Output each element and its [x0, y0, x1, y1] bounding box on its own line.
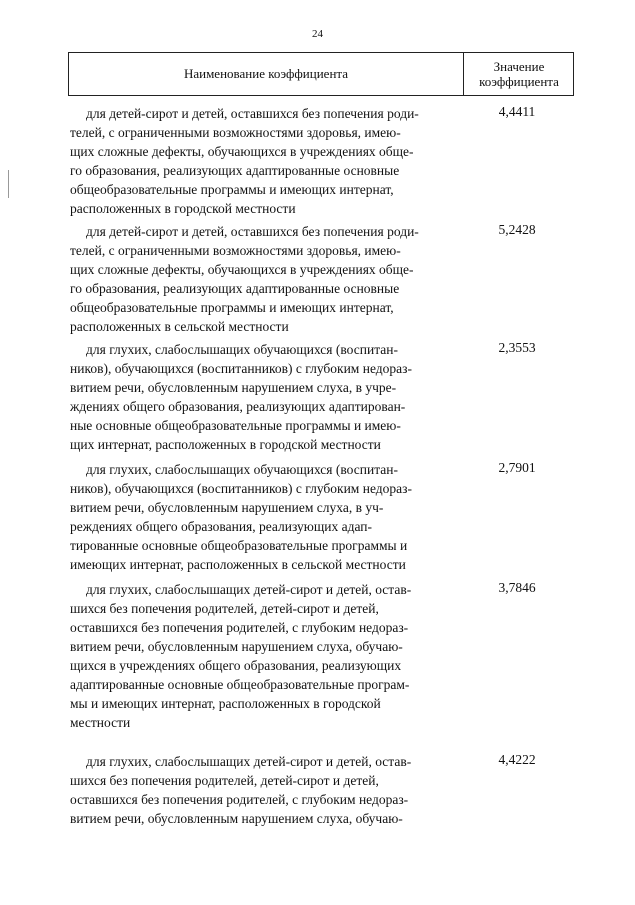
- entry-text-line: ников), обучающихся (воспитанников) с глубоким недораз-: [70, 481, 412, 496]
- entry-text-line: расположенных в городской местности: [70, 201, 296, 216]
- entry-text-line: щих интернат, расположенных в городской местности: [70, 437, 381, 452]
- entry-text-line: для глухих, слабослышащих обучающихся (воспитан-: [86, 342, 398, 357]
- entry-text-line: витием речи, обусловленным нарушением слуха, в уч-: [70, 500, 384, 515]
- entry-text-line: щих сложные дефекты, обучающихся в учреждениях обще-: [70, 144, 414, 159]
- table-header: [68, 52, 574, 96]
- coefficient-entry-text: [70, 222, 462, 336]
- entry-text-line: общеобразовательные программы и имеющих интернат,: [70, 182, 394, 197]
- entry-text-line: местности: [70, 715, 131, 730]
- coefficient-value: 4,4222: [498, 752, 536, 767]
- entry-text-line: для глухих, слабослышащих обучающихся (воспитан-: [86, 462, 398, 477]
- header-name-column: Наименование коэффициента: [183, 66, 349, 81]
- entry-text-line: щихся в учреждениях общего образования, реализующих: [70, 658, 402, 673]
- coefficient-value: 4,4411: [498, 104, 536, 119]
- header-value-column: [464, 53, 574, 95]
- entry-text-line: витием речи, обусловленным нарушением слуха, обучаю-: [70, 811, 403, 826]
- entry-text-line: го образования, реализующих адаптированные основные: [70, 281, 400, 296]
- page-number: 24: [312, 28, 323, 40]
- entry-text-line: шихся без попечения родителей, детей-сирот и детей,: [70, 773, 379, 788]
- coefficient-value: 5,2428: [498, 222, 536, 237]
- entry-text-line: общеобразовательные программы и имеющих интернат,: [70, 300, 394, 315]
- entry-text-line: для глухих, слабослышащих детей-сирот и детей, остав-: [86, 582, 412, 597]
- coefficient-entry-text: [70, 104, 462, 218]
- entry-text-line: витием речи, обусловленным нарушением слуха, в учре-: [70, 380, 397, 395]
- entry-text-line: оставшихся без попечения родителей, с глубоким недораз-: [70, 792, 409, 807]
- coefficient-entry-text: [70, 340, 462, 454]
- entry-text-line: для детей-сирот и детей, оставшихся без попечения роди-: [86, 224, 419, 239]
- entry-text-line: телей, с ограниченными возможностями здоровья, имею-: [70, 125, 401, 140]
- entry-text-line: адаптированные основные общеобразовательные програм-: [70, 677, 410, 692]
- entry-text-line: имеющих интернат, расположенных в сельской местности: [70, 557, 406, 572]
- entry-text-line: шихся без попечения родителей, детей-сирот и детей,: [70, 601, 379, 616]
- entry-text-line: тированные основные общеобразовательные программы и: [70, 538, 408, 553]
- entry-text-line: для глухих, слабослышащих детей-сирот и детей, остав-: [86, 754, 412, 769]
- entry-text-line: ные основные общеобразовательные программы и имею-: [70, 418, 401, 433]
- entry-text-line: го образования, реализующих адаптированные основные: [70, 163, 400, 178]
- header-value-line-2: коэффициента: [479, 74, 559, 89]
- entry-text-line: ждениях общего образования, реализующих адаптирован-: [70, 399, 406, 414]
- entry-text-line: витием речи, обусловленным нарушением слуха, обучаю-: [70, 639, 403, 654]
- entry-text-line: для детей-сирот и детей, оставшихся без попечения роди-: [86, 106, 419, 121]
- coefficient-entry-text: [70, 460, 462, 574]
- coefficient-value: 2,3553: [498, 340, 536, 355]
- entry-text-line: телей, с ограниченными возможностями здоровья, имею-: [70, 243, 401, 258]
- coefficient-entry-text: [70, 580, 462, 732]
- entry-text-line: оставшихся без попечения родителей, с глубоким недораз-: [70, 620, 409, 635]
- coefficient-value: 2,7901: [498, 460, 536, 475]
- header-value-line-1: Значение: [493, 59, 545, 74]
- entry-text-line: мы и имеющих интернат, расположенных в городской: [70, 696, 381, 711]
- coefficient-entry-text: [70, 752, 462, 828]
- coefficient-value: 3,7846: [498, 580, 536, 595]
- scan-artifact: [8, 170, 9, 198]
- entry-text-line: щих сложные дефекты, обучающихся в учреждениях обще-: [70, 262, 414, 277]
- entry-text-line: реждениях общего образования, реализующих адап-: [70, 519, 373, 534]
- entry-text-line: расположенных в сельской местности: [70, 319, 289, 334]
- entry-text-line: ников), обучающихся (воспитанников) с глубоким недораз-: [70, 361, 412, 376]
